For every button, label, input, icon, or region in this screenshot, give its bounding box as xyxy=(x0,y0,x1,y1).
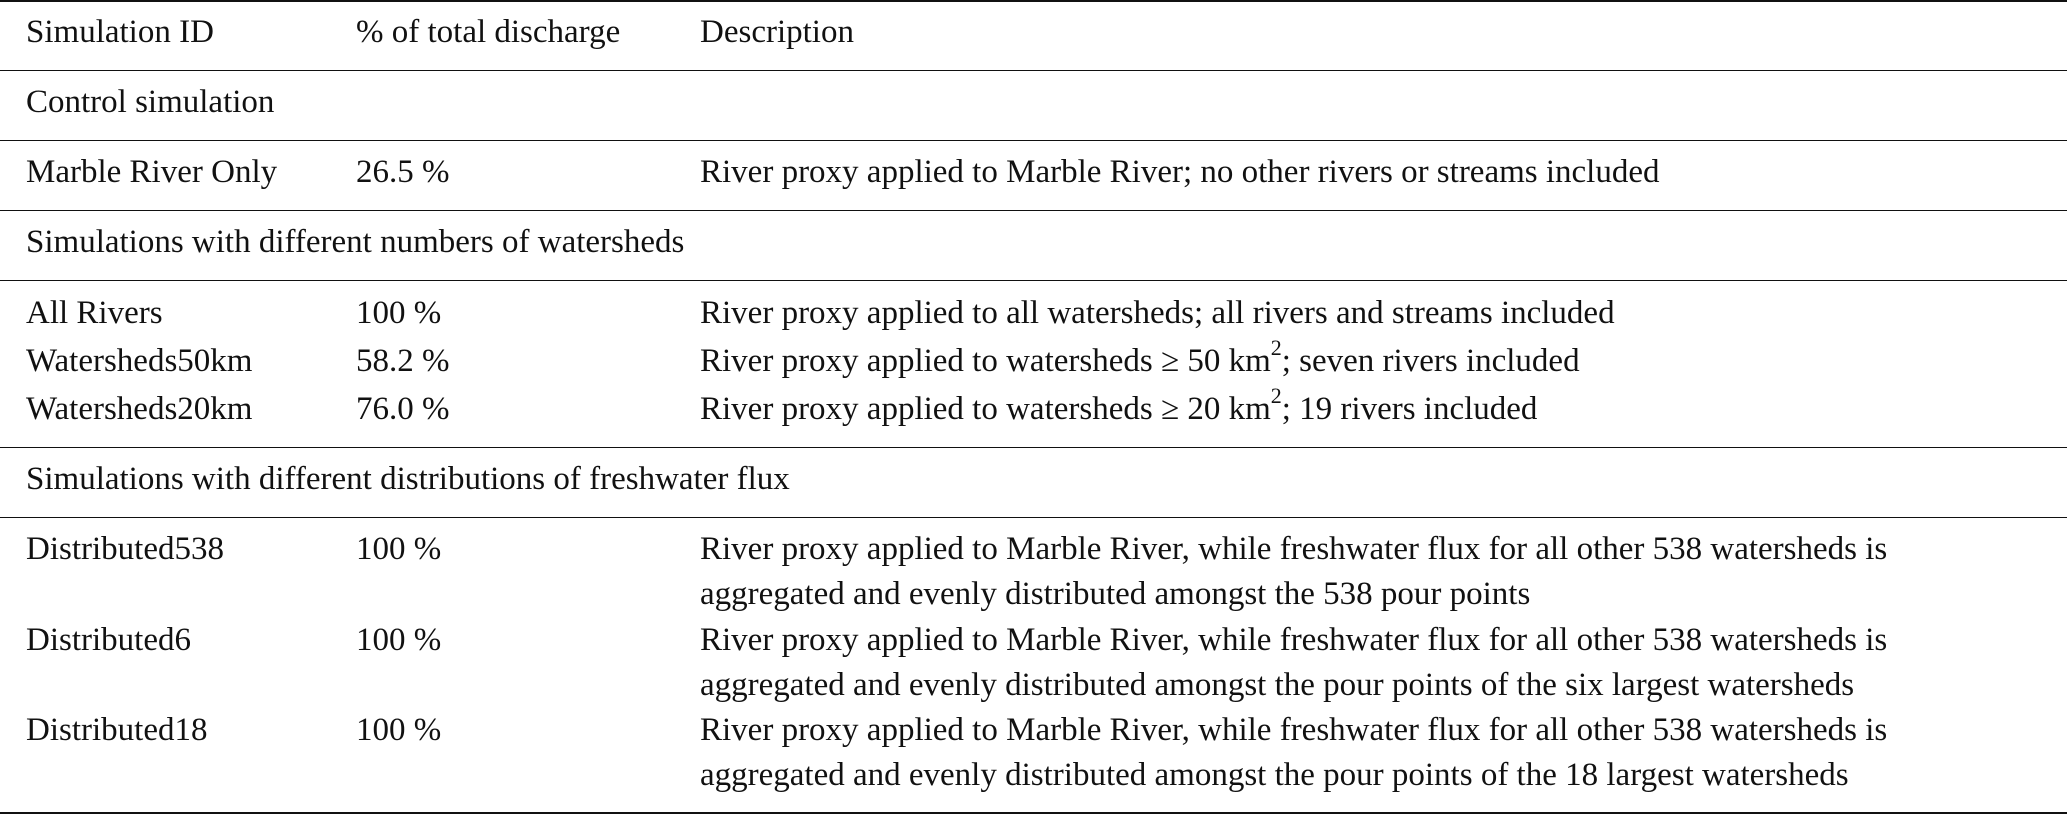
row-simulation-id: Distributed18 xyxy=(26,712,208,748)
section-rule xyxy=(0,210,2067,211)
row-simulation-id: Watersheds50km xyxy=(26,343,253,379)
row-description-text: ; seven rivers included xyxy=(1281,343,1580,379)
section-title-watersheds: Simulations with different numbers of watersheds xyxy=(26,224,685,260)
row-description xyxy=(700,383,1538,432)
row-simulation-id: All Rivers xyxy=(26,295,163,331)
row-description-line-1: River proxy applied to Marble River, while freshwater flux for all other 538 watersheds is xyxy=(700,531,1888,567)
row-percent: 26.5 % xyxy=(356,154,450,190)
table-top-rule xyxy=(0,0,2067,2)
row-description-line-1: River proxy applied to Marble River, while freshwater flux for all other 538 watersheds is xyxy=(700,622,1888,658)
row-percent: 76.0 % xyxy=(356,391,450,427)
superscript-exponent: 2 xyxy=(1270,383,1282,408)
row-description: River proxy applied to all watersheds; all rivers and streams included xyxy=(700,295,1615,331)
row-description-line-2: aggregated and evenly distributed amongst the pour points of the six largest watersheds xyxy=(700,667,1855,703)
row-description-line-1: River proxy applied to Marble River, while freshwater flux for all other 538 watersheds is xyxy=(700,712,1888,748)
header-description: Description xyxy=(700,14,854,50)
section-rule xyxy=(0,280,2067,281)
row-description-text: River proxy applied to watersheds ≥ 20 km xyxy=(700,391,1271,427)
row-description-line-2: aggregated and evenly distributed amongst the pour points of the 18 largest watersheds xyxy=(700,757,1849,793)
row-simulation-id: Distributed6 xyxy=(26,622,191,658)
row-description-text: ; 19 rivers included xyxy=(1281,391,1538,427)
header-simulation-id: Simulation ID xyxy=(26,14,214,50)
section-rule xyxy=(0,517,2067,518)
row-description xyxy=(700,335,1580,384)
row-simulation-id: Watersheds20km xyxy=(26,391,253,427)
row-percent: 58.2 % xyxy=(356,343,450,379)
table-bottom-rule xyxy=(0,812,2067,814)
superscript-exponent: 2 xyxy=(1270,335,1282,360)
row-simulation-id: Marble River Only xyxy=(26,154,278,190)
row-simulation-id: Distributed538 xyxy=(26,531,224,567)
row-percent: 100 % xyxy=(356,622,442,658)
row-description: River proxy applied to Marble River; no other rivers or streams included xyxy=(700,154,1660,190)
section-title-distributions: Simulations with different distributions of freshwater flux xyxy=(26,461,790,497)
row-description-text: River proxy applied to watersheds ≥ 50 km xyxy=(700,343,1271,379)
header-percent-discharge: % of total discharge xyxy=(356,14,621,50)
row-percent: 100 % xyxy=(356,712,442,748)
section-rule xyxy=(0,140,2067,141)
row-percent: 100 % xyxy=(356,295,442,331)
row-description-line-2: aggregated and evenly distributed amongst the 538 pour points xyxy=(700,576,1531,612)
header-rule xyxy=(0,70,2067,71)
section-rule xyxy=(0,447,2067,448)
row-percent: 100 % xyxy=(356,531,442,567)
section-title-control: Control simulation xyxy=(26,84,275,120)
